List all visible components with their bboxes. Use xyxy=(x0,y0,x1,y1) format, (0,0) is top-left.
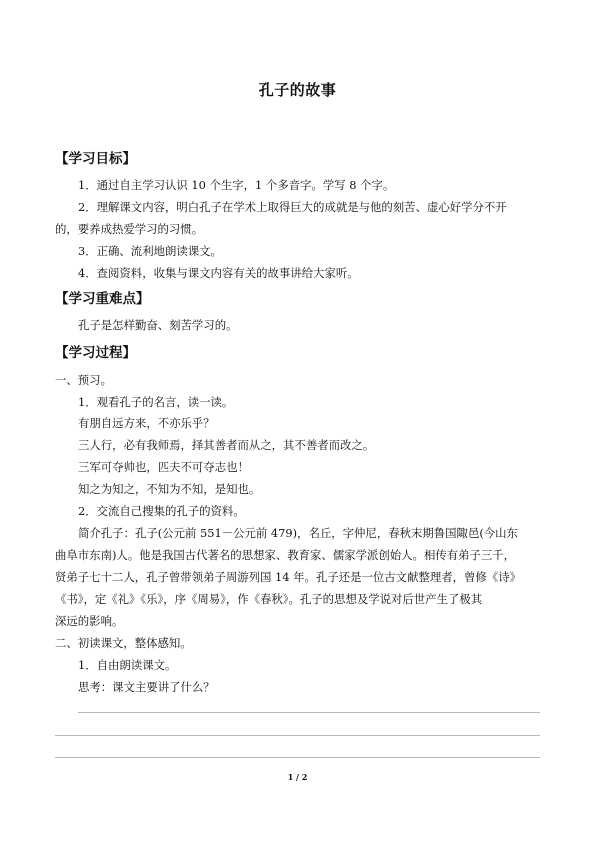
page-number: 1 / 2 xyxy=(287,772,308,782)
goal-item-2: 2．理解课文内容，明白孔子在学术上取得巨大的成就是与他的刻苦、虚心好学分不开 xyxy=(78,200,507,214)
process-line: 知之为知之，不知为不知，是知也。 xyxy=(78,482,261,496)
answer-line xyxy=(55,735,540,736)
process-line: 三人行，必有我师焉，择其善者而从之，其不善者而改之。 xyxy=(78,438,375,452)
goal-item-4: 4．查阅资料，收集与课文内容有关的故事讲给大家听。 xyxy=(78,266,359,280)
answer-line xyxy=(55,757,540,758)
process-line: 有朋自远方来，不亦乐乎？ xyxy=(78,416,215,430)
process-line: 贤弟子七十二人，孔子曾带领弟子周游列国 14 年。孔子还是一位古文献整理者，曾修《诗》 xyxy=(55,570,521,584)
process-line: 思考：课文主要讲了什么？ xyxy=(78,680,215,694)
process-line: 1．观看孔子的名言，读一读。 xyxy=(78,395,234,409)
process-line: 二、初读课文，整体感知。 xyxy=(55,636,192,650)
key-point-text: 孔子是怎样勤奋、刻苦学习的。 xyxy=(78,318,238,332)
section-heading-goals: 【学习目标】 xyxy=(55,151,136,167)
section-heading-key-points: 【学习重难点】 xyxy=(55,291,150,307)
section-heading-process: 【学习过程】 xyxy=(55,345,136,361)
process-line: 《书》，定《礼》《乐》，序《周易》，作《春秋》。孔子的思想及学说对后世产生了极其 xyxy=(55,592,483,606)
process-line: 三军可夺帅也，匹夫不可夺志也！ xyxy=(78,460,249,474)
goal-item-2-continued: 的，要养成热爱学习的习惯。 xyxy=(55,222,204,236)
process-line: 2．交流自己搜集的孔子的资料。 xyxy=(78,504,245,518)
goal-item-1: 1．通过自主学习认识 10 个生字，1 个多音字。学写 8 个字。 xyxy=(78,178,395,192)
process-line: 1．自由朗读课文。 xyxy=(78,658,177,672)
process-line: 曲阜市东南)人。他是我国古代著名的思想家、教育家、儒家学派创始人。相传有弟子三千， xyxy=(55,548,516,562)
goal-item-3: 3．正确、流利地朗读课文。 xyxy=(78,244,222,258)
page-title: 孔子的故事 xyxy=(258,81,337,99)
process-line: 简介孔子：孔子(公元前 551－公元前 479)，名丘，字仲尼，春秋末期鲁国陬邑(今山东 xyxy=(78,526,518,540)
answer-line xyxy=(78,712,540,713)
process-line: 一、预习。 xyxy=(55,373,112,387)
process-line: 深远的影响。 xyxy=(55,614,124,628)
